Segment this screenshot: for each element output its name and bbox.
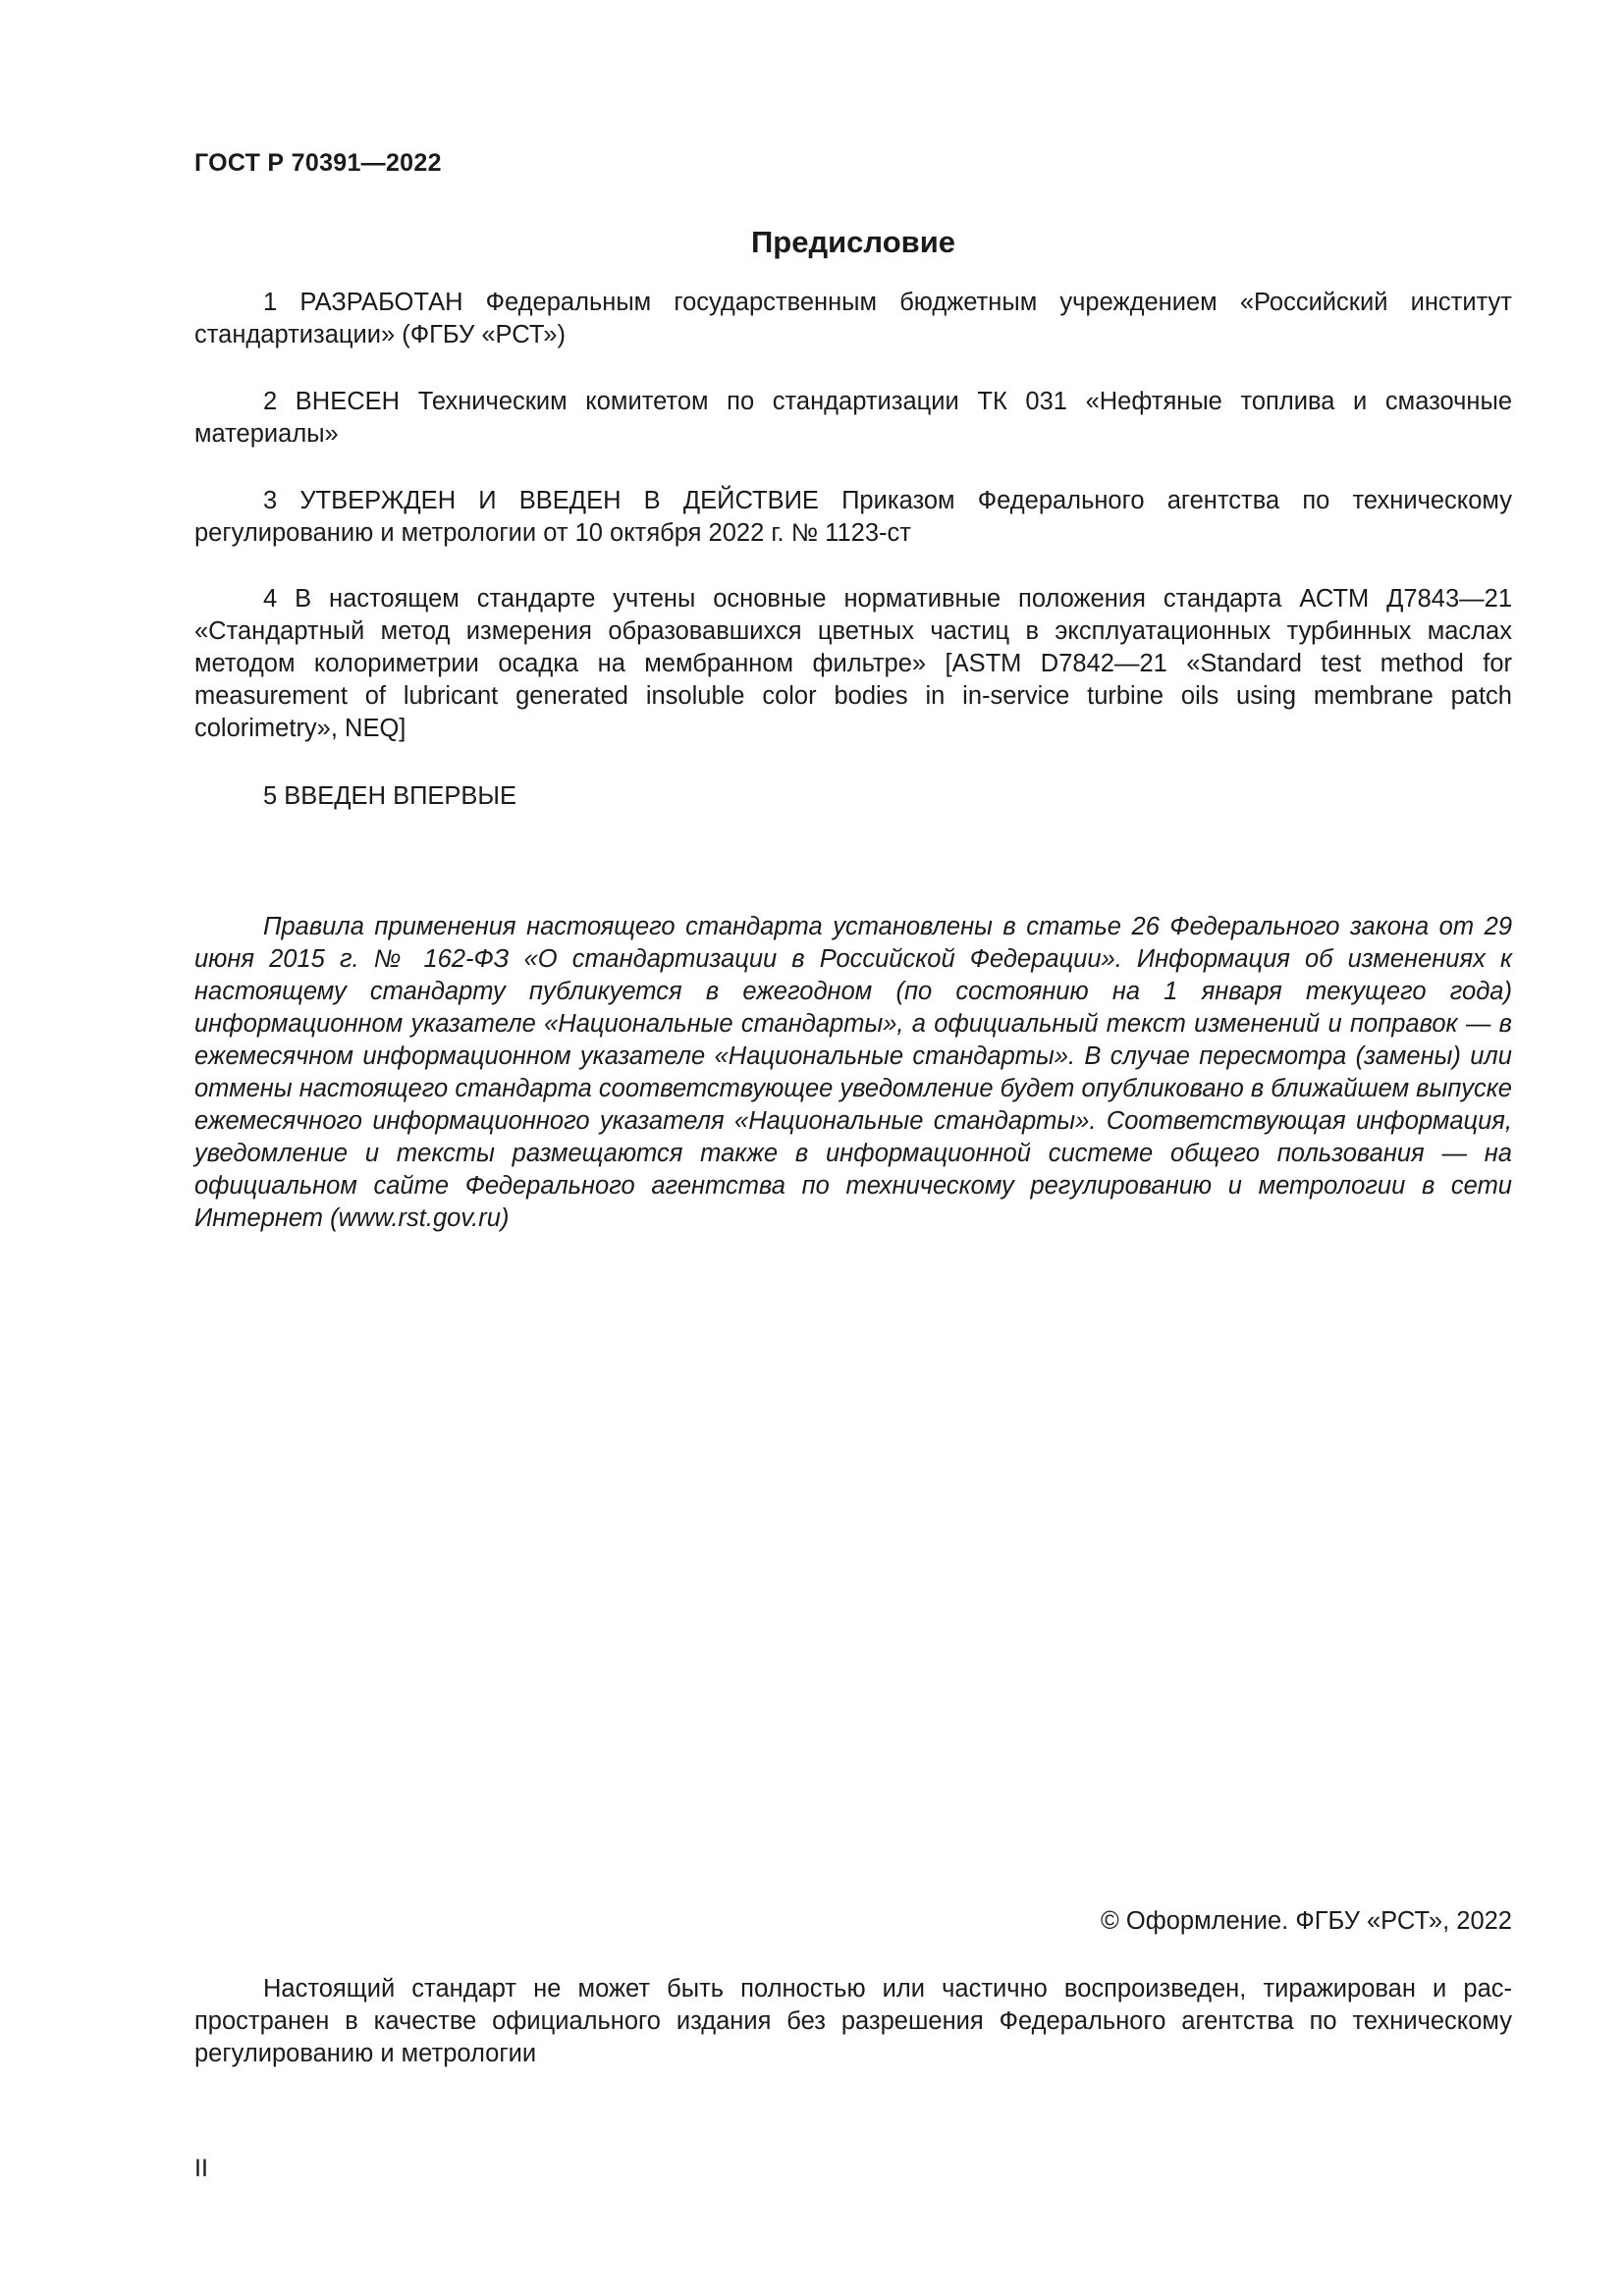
preface-item-2: 2 ВНЕСЕН Техническим комитетом по стандартизации ТК 031 «Нефтяные топлива и смазочные материалы» — [194, 388, 1512, 448]
page-number: II — [194, 2155, 208, 2182]
preface-item-4: 4 В настоящем стандарте учтены основные нормативные положения стандарта АСТМ Д7843—21 «Стандартный метод измерения образовавшихся цветных частиц в эксплуатационных турбинных маслах методом колориметрии осадка на мембранном фильтре» [ASTM D7842—21 «Standard test method for measurement of lubricant generated insoluble color bodies in in-service turbine oils using membrane patch colorimetry», NEQ] — [194, 585, 1512, 742]
copyright-line: © Оформление. ФГБУ «РСТ», 2022 — [1101, 1907, 1512, 1935]
preface-heading: Предисловие — [750, 225, 955, 259]
preface-item-3: 3 УТВЕРЖДЕН И ВВЕДЕН В ДЕЙСТВИЕ Приказом Федерального агентства по техническому регулированию и метрологии от 10 октября 2022 г. № 1123-ст — [194, 487, 1512, 547]
application-rules-notice: Правила применения настоящего стандарта установлены в статье 26 Федерального закона от 29 июня 2015 г. № 162-ФЗ «О стандартизации в Российской Федерации». Информация об изменениях к настоящему стандарту публикуется в ежегодном (по состоянию на 1 января текущего года) информационном указателе «Национальные стандарты», а официальный текст изменений и поправок — в ежемесячном информационном указателе «Национальные стандарты». В случае пересмотра (замены) или отмены настоящего стандарта соответствующее уведомление будет опубликовано в ближайшем выпуске ежемесячного информационного указателя «Национальные стандарты». Соответствующая информация, уведомление и тексты размещаются также в информационной системе общего пользования — на официальном сайте Федерального агентства по техническому регулированию и метрологии в сети Интернет (www.rst.gov.ru) — [194, 913, 1512, 1232]
reproduction-notice: Настоящий стандарт не может быть полностью или частично воспроизведен, тиражирован и распространен в качестве официального издания без разрешения Федерального агентства по техническому регулированию и метрологии — [194, 1975, 1512, 2067]
preface-item-5: 5 ВВЕДЕН ВПЕРВЫЕ — [263, 782, 517, 810]
document-code: ГОСТ Р 70391—2022 — [194, 149, 442, 177]
preface-item-1: 1 РАЗРАБОТАН Федеральным государственным бюджетным учреждением «Российский институт стандартизации» (ФГБУ «РСТ») — [194, 289, 1512, 348]
